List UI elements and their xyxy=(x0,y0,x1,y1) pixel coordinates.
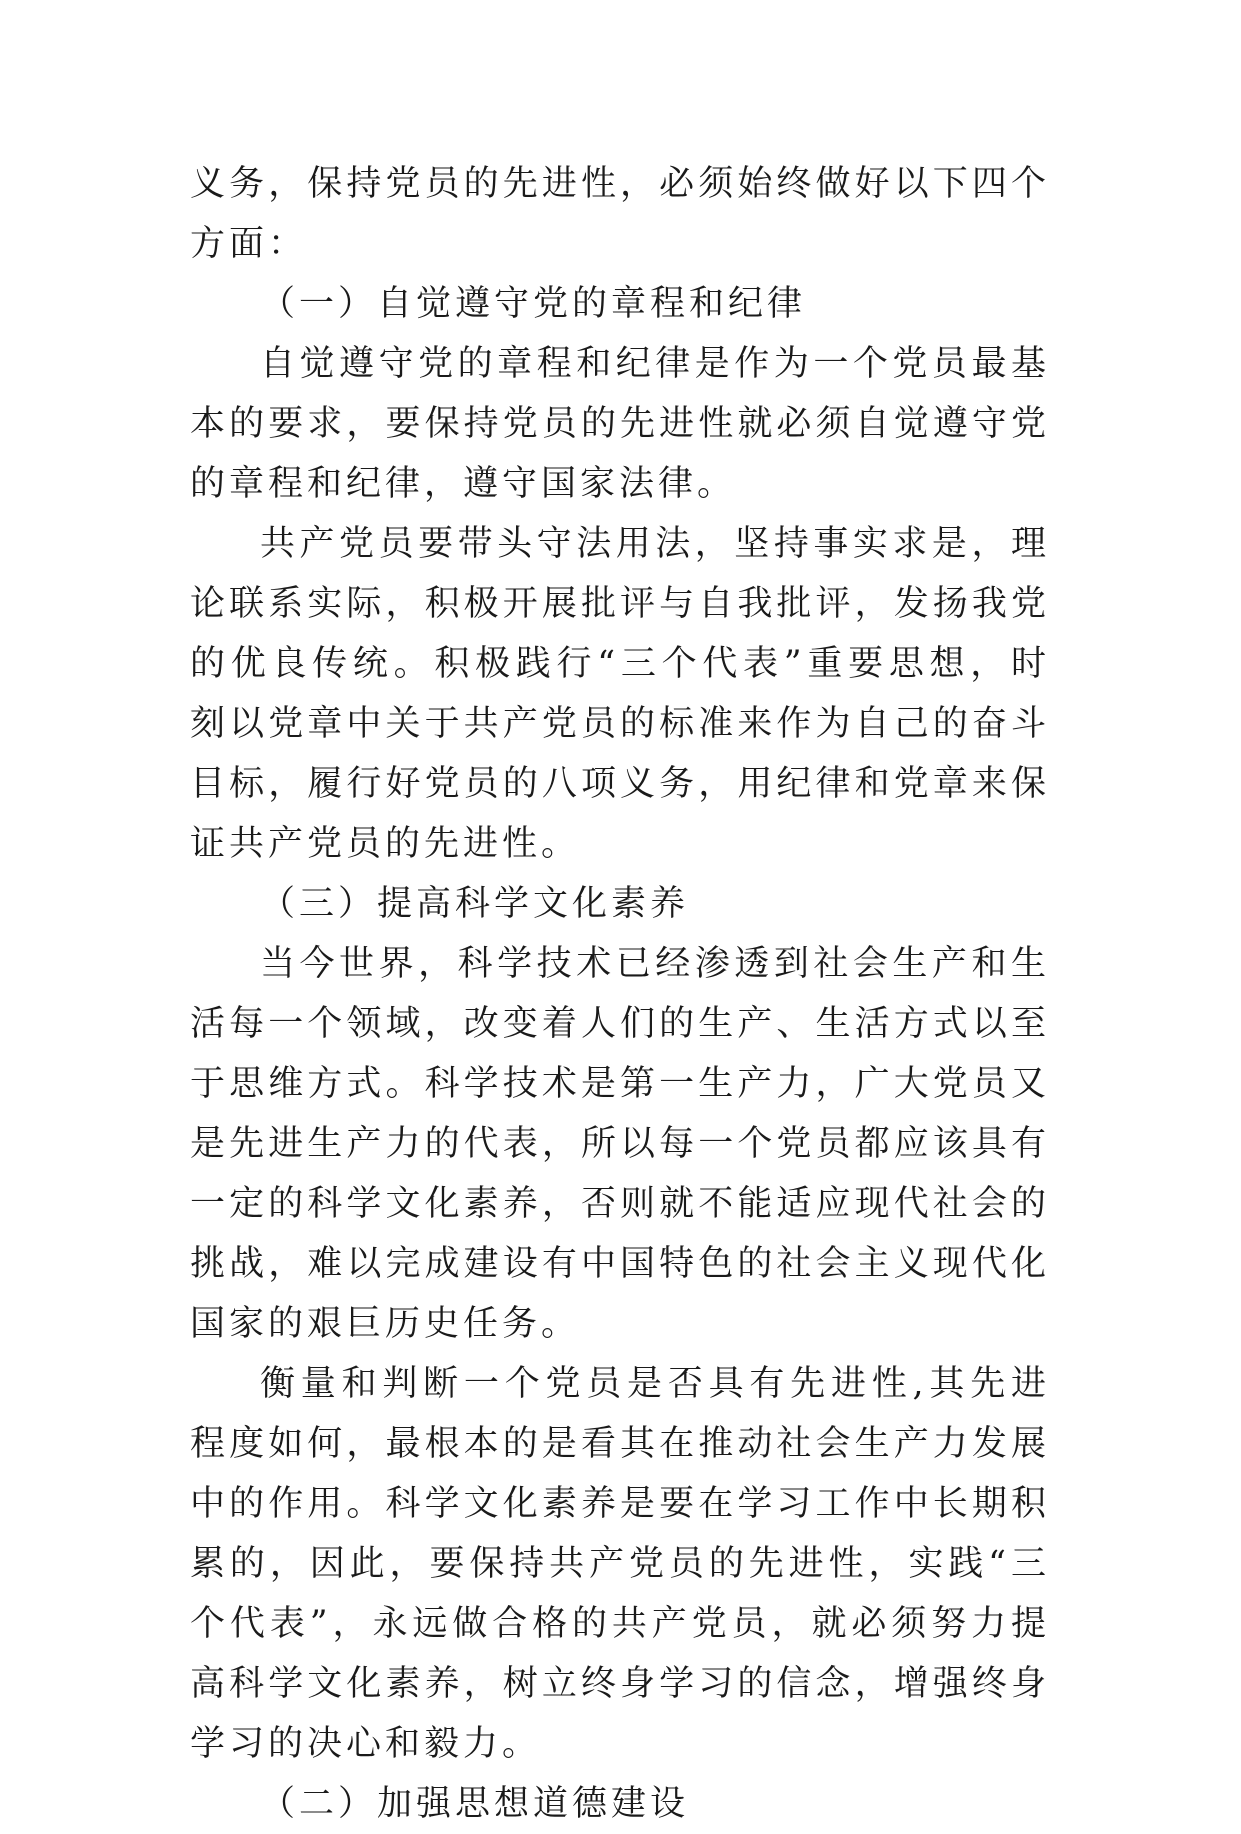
section-heading-2: （二）加强思想道德建设 xyxy=(260,1784,690,1824)
paragraph-intro-continuation: 义务，保持党员的先进性，必须始终做好以下四个方面： xyxy=(190,164,1050,264)
section-heading-1: （一）自觉遵守党的章程和纪律 xyxy=(260,284,807,324)
section-heading-3: （三）提高科学文化素养 xyxy=(260,884,690,924)
paragraph-science-technology: 当今世界，科学技术已经渗透到社会生产和生活每一个领域，改变着人们的生产、生活方式以至于思维方式。科学技术是第一生产力，广大党员又是先进生产力的代表，所以每一个党员都应该具有一定的科学文化素养，否则就不能适应现代社会的挑战，难以完成建设有中国特色的社会主义现代化国家的艰巨历史任务。 xyxy=(190,944,1050,1344)
paragraph-lifelong-learning: 衡量和判断一个党员是否具有先进性,其先进程度如何，最根本的是看其在推动社会生产力发展中的作用。科学文化素养是要在学习工作中长期积累的，因此，要保持共产党员的先进性，实践“三个代表”，永远做合格的共产党员，就必须努力提高科学文化素养，树立终身学习的信念，增强终身学习的决心和毅力。 xyxy=(190,1364,1050,1764)
paragraph-party-rules: 自觉遵守党的章程和纪律是作为一个党员最基本的要求，要保持党员的先进性就必须自觉遵守党的章程和纪律，遵守国家法律。 xyxy=(190,344,1050,504)
document-body xyxy=(190,154,1050,1834)
paragraph-law-abiding: 共产党员要带头守法用法，坚持事实求是，理论联系实际，积极开展批评与自我批评，发扬我党的优良传统。积极践行“三个代表”重要思想，时刻以党章中关于共产党员的标准来作为自己的奋斗目标，履行好党员的八项义务，用纪律和党章来保证共产党员的先进性。 xyxy=(190,524,1050,864)
